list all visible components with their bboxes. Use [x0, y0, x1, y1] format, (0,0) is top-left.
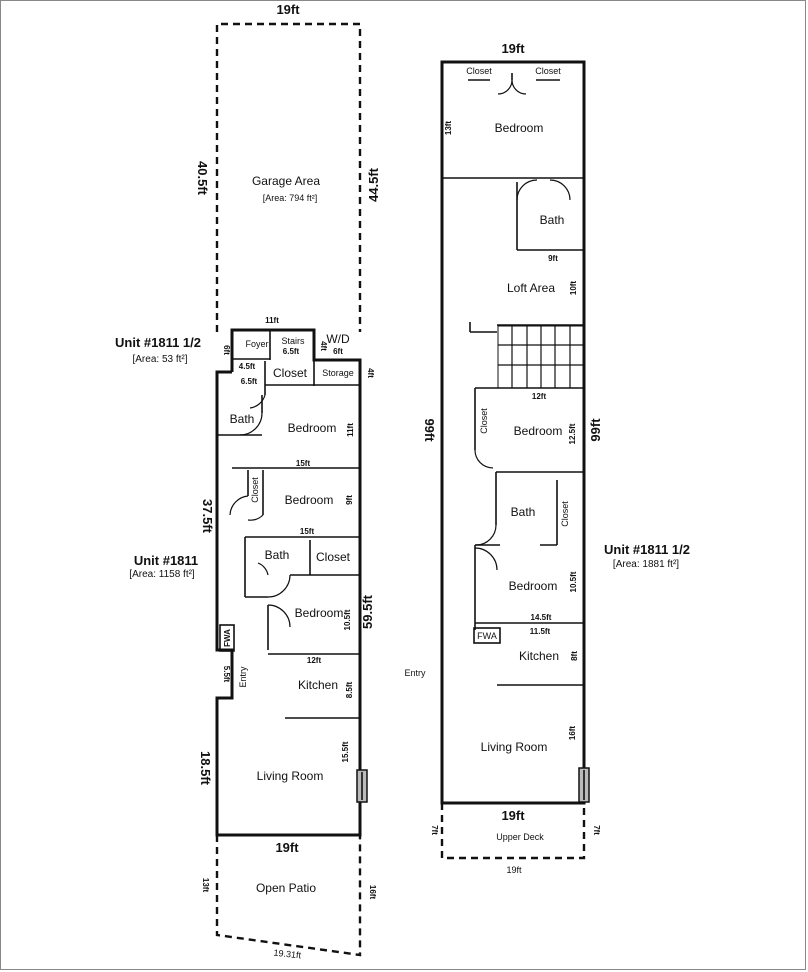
foyer-label: Foyer	[245, 339, 269, 349]
dim-15ft-b: 15ft	[299, 527, 315, 536]
patio-top-dim: 19ft	[275, 840, 299, 855]
deck-right-dim: 7ft	[592, 825, 601, 835]
stairs-treads	[498, 326, 584, 388]
patio-label: Open Patio	[255, 881, 317, 895]
living-left-dim: 18.5ft	[198, 751, 213, 785]
living-left-label: Living Room	[256, 769, 324, 783]
bath1-dim: 6.5ft	[240, 377, 258, 386]
closet2-label: Closet	[250, 477, 260, 503]
closet-d-label: Closet	[560, 501, 570, 527]
bedroom-low-dim: 10.5ft	[569, 571, 578, 593]
bedroom-mid-label: Bedroom	[513, 424, 563, 438]
bath-top-dim: 9ft	[548, 254, 558, 263]
left-37-dim: 37.5ft	[200, 499, 215, 533]
garage-label: Garage Area	[251, 174, 321, 188]
bedroom2-dim: 9ft	[345, 495, 354, 505]
patio-left-dim: 13ft	[201, 877, 210, 893]
foyer-top-dim: 11ft	[265, 316, 279, 325]
patio-bottom-dim: 19.31ft	[273, 947, 302, 961]
bedroom3-label: Bedroom	[294, 606, 344, 620]
bedroom-mid-dim: 12.5ft	[568, 423, 577, 445]
stairs-side-dim: 4ft	[319, 341, 328, 351]
closet-a-label: Closet	[466, 66, 492, 76]
unit-1811-doors	[230, 395, 290, 627]
dim-15ft-a: 15ft	[295, 459, 311, 468]
wd-dim: 6ft	[333, 347, 343, 356]
entry-right-label: Entry	[404, 668, 426, 678]
storage-label: Storage	[322, 368, 354, 378]
closet-b-label: Closet	[535, 66, 561, 76]
garage-top-dim: 19ft	[276, 2, 300, 17]
bath-mid-label: Bath	[510, 505, 536, 519]
entry-left-label: Entry	[238, 666, 248, 688]
right-59-dim: 59.5ft	[360, 595, 375, 629]
dim-14-5: 14.5ft	[530, 613, 552, 622]
loft-label: Loft Area	[506, 281, 556, 295]
foyer-height-dim: 6ft	[222, 345, 231, 355]
wd-label: W/D	[326, 332, 350, 346]
stairs-dim: 6.5ft	[282, 347, 300, 356]
bedroom-low-label: Bedroom	[508, 579, 558, 593]
closet-c-label: Closet	[479, 408, 489, 434]
living-right-label: Living Room	[480, 740, 548, 754]
garage-area: [Area: 794 ft²]	[262, 193, 318, 203]
patio-right-dim: 16ft	[368, 884, 377, 900]
foyer-width-dim: 4.5ft	[238, 362, 256, 371]
unit-1811-half-right-area: [Area: 1881 ft²]	[612, 559, 680, 570]
deck-label: Upper Deck	[496, 832, 544, 842]
kitchen-left-label: Kitchen	[297, 678, 339, 692]
right-left-99-dim: 99ft	[422, 418, 437, 442]
fwa-dim: 5.5ft	[222, 665, 231, 683]
closet1-label: Closet	[272, 366, 308, 380]
right-right-99-dim: 99ft	[588, 418, 603, 442]
unit-1811-title: Unit #1811	[133, 553, 199, 568]
bedroom2-label: Bedroom	[284, 493, 334, 507]
unit-1811-half-right-title: Unit #1811 1/2	[604, 542, 690, 557]
loft-dim: 10ft	[569, 280, 578, 296]
kitchen-right-dim: 8ft	[570, 651, 579, 661]
bath2-label: Bath	[264, 548, 290, 562]
bath-top-label: Bath	[539, 213, 565, 227]
storage-dim: 4ft	[366, 368, 375, 378]
kitchen-right-label: Kitchen	[518, 649, 560, 663]
deck-top-dim: 19ft	[501, 808, 525, 823]
closet3-label: Closet	[315, 550, 351, 564]
garage-left-dim: 40.5ft	[195, 161, 210, 195]
fwa-right-label: FWA	[477, 631, 497, 641]
bed-12-dim: 12ft	[531, 392, 547, 401]
unit-1811-area: [Area: 1158 ft²]	[129, 569, 195, 580]
kitchen-width-dim: 12ft	[306, 656, 322, 665]
kitchen-height-dim: 8.5ft	[345, 681, 354, 699]
unit-1811-half-left-area: [Area: 53 ft²]	[132, 354, 188, 365]
bedroom1-dim: 11ft	[346, 423, 355, 437]
bedroom-top-dim: 13ft	[444, 120, 453, 136]
dim-11-5: 11.5ft	[529, 627, 551, 636]
stairs-label: Stairs	[281, 336, 305, 346]
bedroom-top-label: Bedroom	[494, 121, 544, 135]
living-left-dim-side: 15.5ft	[341, 741, 350, 763]
unit-1811-half-left-title: Unit #1811 1/2	[115, 335, 201, 350]
bath1-label: Bath	[229, 412, 255, 426]
fwa-label: FWA	[223, 629, 232, 647]
garage-right-dim: 44.5ft	[366, 168, 381, 202]
deck-left-dim: 7ft	[430, 825, 439, 835]
bedroom1-label: Bedroom	[287, 421, 337, 435]
deck-bottom-dim: 19ft	[506, 865, 522, 875]
bedroom3-dim: 10.5ft	[343, 609, 352, 631]
living-right-dim: 16ft	[568, 725, 577, 741]
right-top-dim: 19ft	[501, 41, 525, 56]
